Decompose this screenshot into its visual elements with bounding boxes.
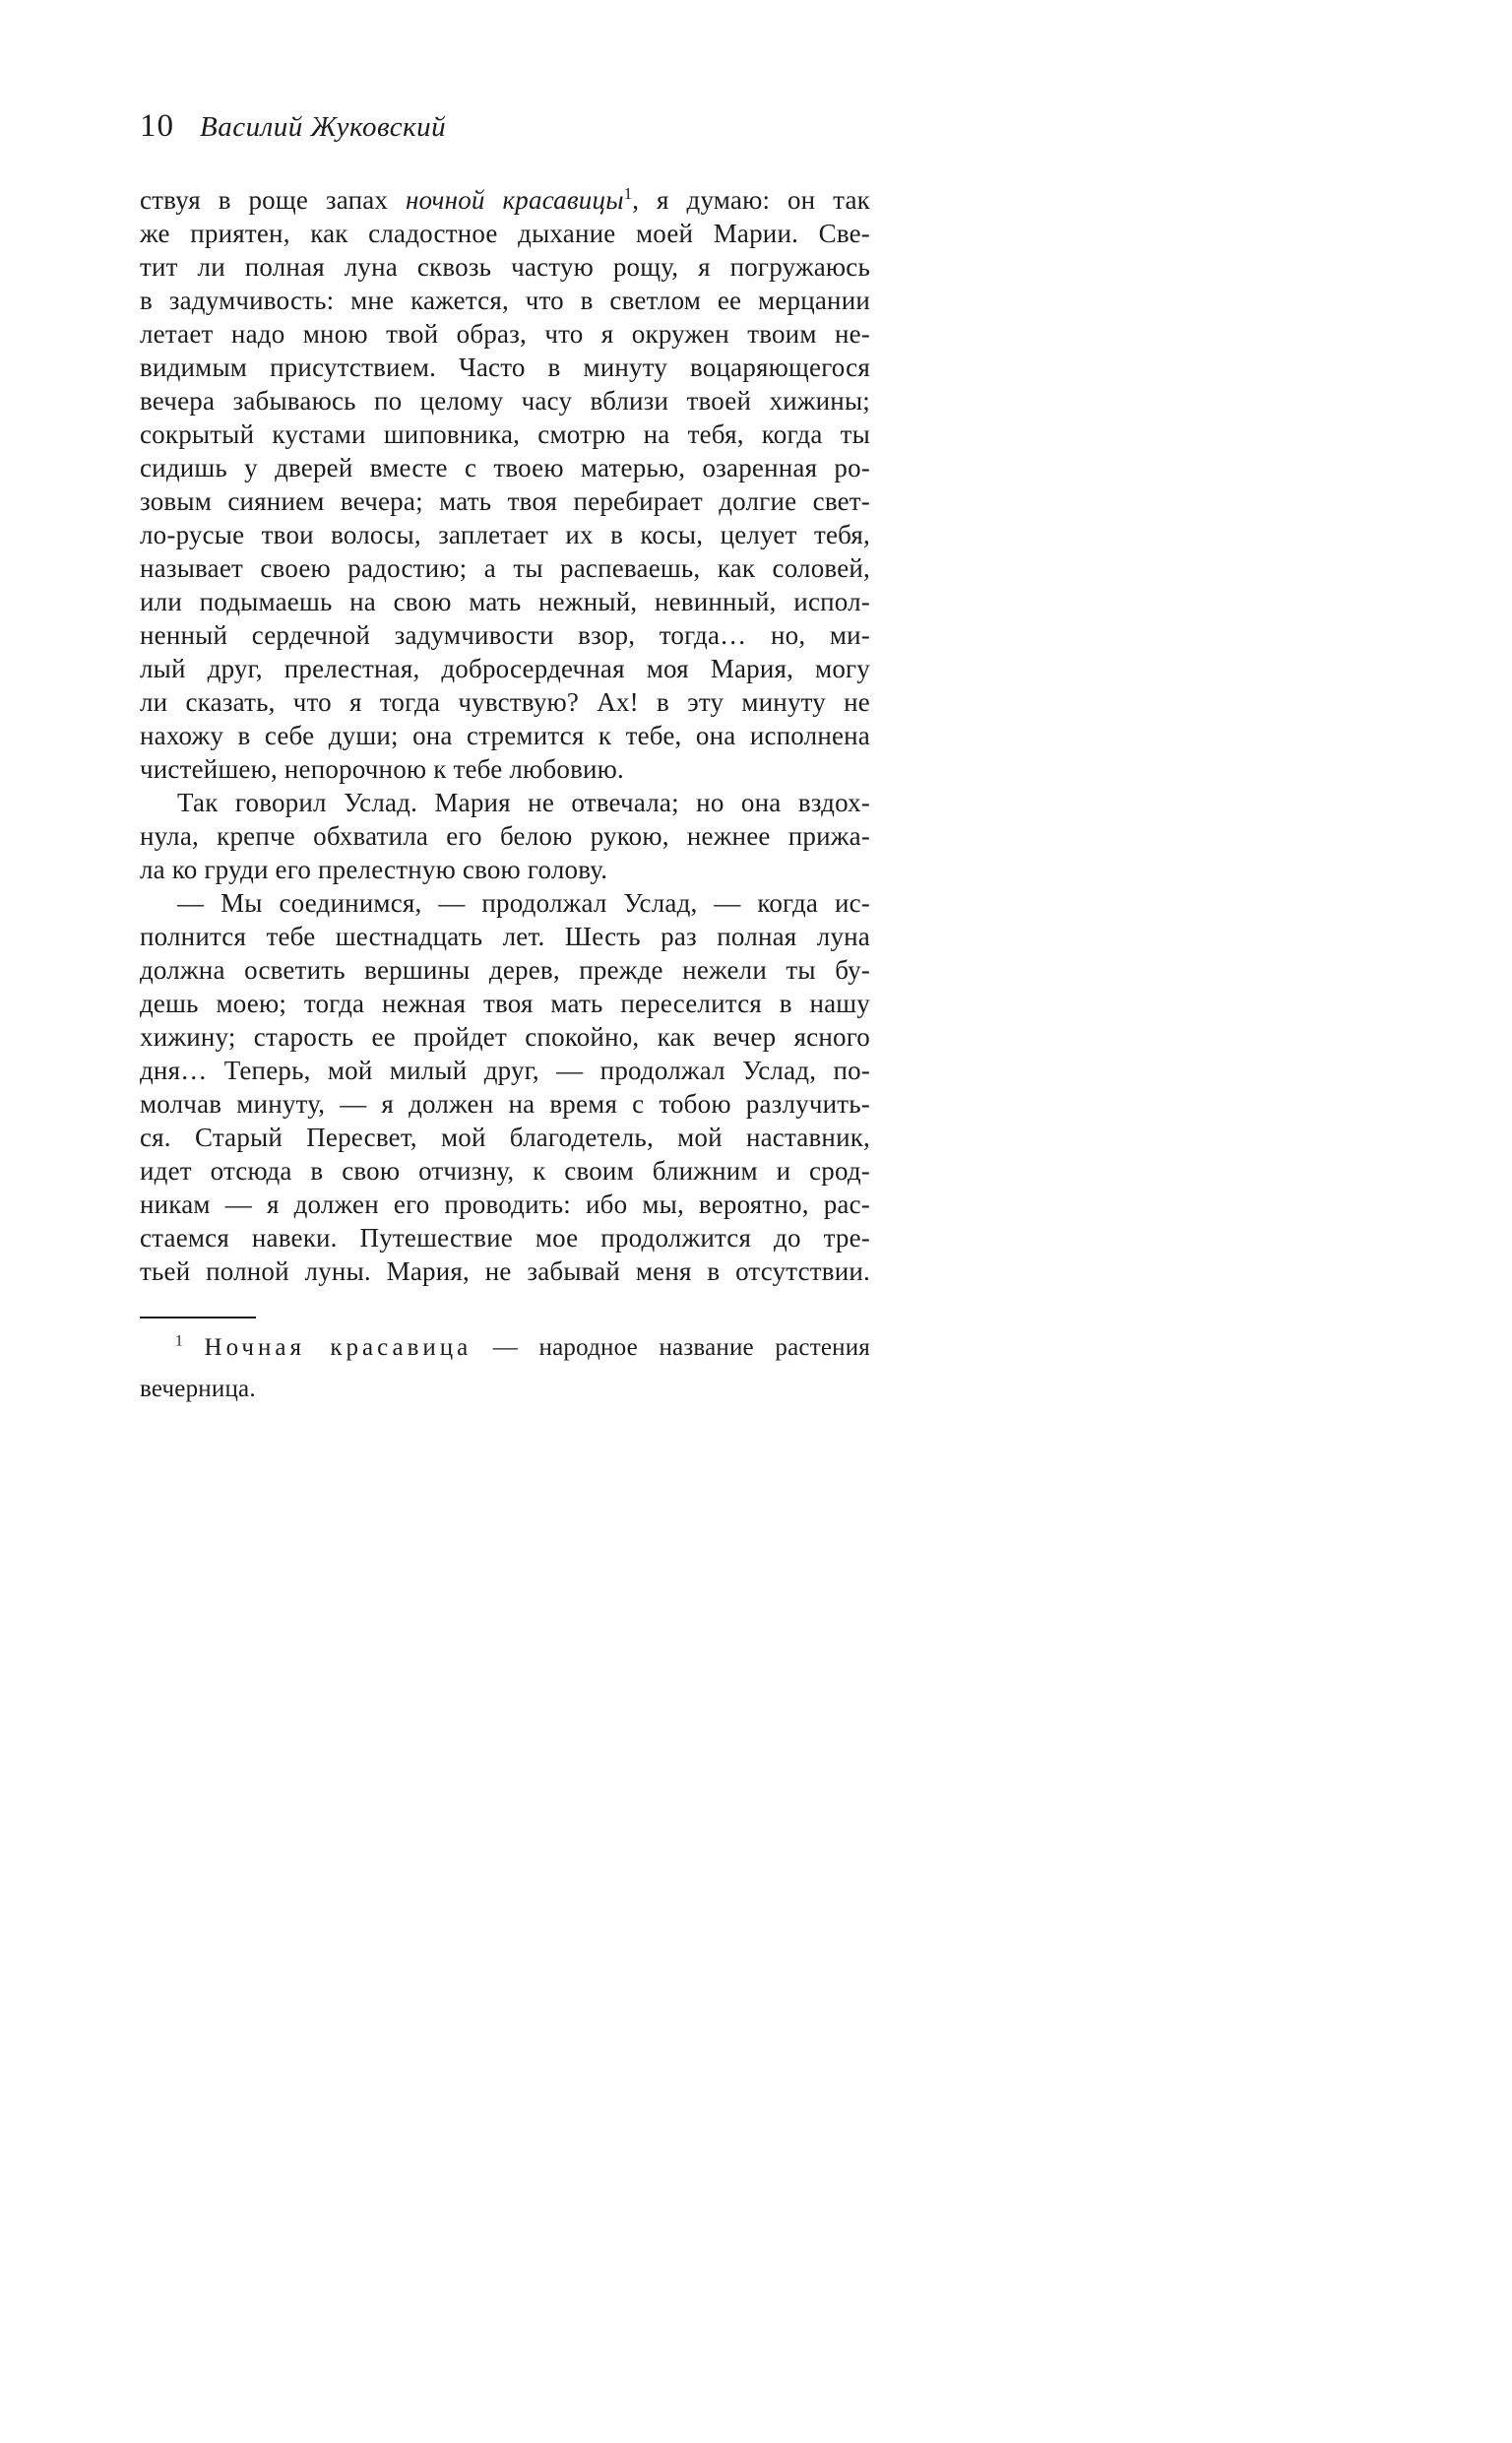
text-segment: нула, крепче обхватила его белою рукою, нежнее прижа- <box>140 821 870 851</box>
text-segment: в задумчивость: мне кажется, что в светлом ее мерцании <box>140 286 870 315</box>
text-line <box>140 418 870 451</box>
text-segment: никам — я должен его проводить: ибо мы, вероятно, рас- <box>140 1189 870 1219</box>
text-segment: ненный сердечной задумчивости взор, тогда… но, ми- <box>140 620 870 650</box>
text-line <box>140 451 870 484</box>
text-line <box>140 1121 870 1154</box>
text-segment: сокрытый кустами шиповника, смотрю на тебя, когда ты <box>140 419 870 449</box>
text-segment: же приятен, как сладостное дыхание моей Марии. Све- <box>140 219 870 248</box>
text-segment: чистейшею, непорочною к тебе любовию. <box>140 754 624 784</box>
text-segment: тьей полной луны. Мария, не забывай меня в отсутствии. <box>140 1256 870 1286</box>
text-segment: вечерница. <box>140 1376 256 1402</box>
text-line <box>140 853 870 886</box>
footnote-reference-mark: 1 <box>175 1332 183 1350</box>
paragraph <box>140 183 870 786</box>
footnote-reference-mark: 1 <box>623 184 633 203</box>
text-segment: ся. Старый Пересвет, мой благодетель, мой наставник, <box>140 1123 870 1152</box>
text-line <box>140 920 870 953</box>
running-head-author: Василий Жуковский <box>200 111 447 143</box>
text-line <box>140 719 870 752</box>
text-line <box>140 953 870 987</box>
text-line <box>140 585 870 618</box>
text-line <box>140 685 870 719</box>
text-line <box>140 819 870 853</box>
text-segment: дня… Теперь, мой милый друг, — продолжал Услад, по- <box>140 1056 870 1085</box>
text-segment: тит ли полная луна сквозь частую рощу, я погружаюсь <box>140 252 870 282</box>
text-segment: сидишь у дверей вместе с твоею матерью, озаренная ро- <box>140 453 870 482</box>
text-segment: молчав минуту, — я должен на время с тобою разлучить- <box>140 1089 870 1119</box>
footnote-separator-rule <box>140 1317 256 1318</box>
text-line <box>140 987 870 1020</box>
text-segment: летает надо мною твой образ, что я окружен твоим не- <box>140 319 870 349</box>
text-line <box>140 1087 870 1121</box>
text-line <box>140 1188 870 1221</box>
text-segment: называет своею радостию; а ты распеваешь, как соловей, <box>140 553 870 583</box>
text-segment: ли сказать, что я тогда чувствую? Ах! в эту минуту не <box>140 687 870 717</box>
text-segment: или подымаешь на свою мать нежный, невинный, испол- <box>140 587 870 616</box>
text-segment: ла ко груди его прелестную свою голову. <box>140 855 608 884</box>
text-line <box>140 351 870 384</box>
text-line <box>140 886 870 920</box>
text-line <box>140 518 870 551</box>
paragraph <box>140 886 870 1288</box>
text-line <box>140 652 870 685</box>
text-line <box>140 618 870 652</box>
text-segment: ло-русые твои волосы, заплетает их в косы, целует тебя, <box>140 520 870 549</box>
text-segment: видимым присутствием. Часто в минуту воцаряющегося <box>140 353 870 382</box>
text-segment: — Мы соединимся, — продолжал Услад, — когда ис- <box>177 888 870 918</box>
running-header <box>140 108 870 145</box>
text-segment: дешь моею; тогда нежная твоя мать переселится в нашу <box>140 989 870 1018</box>
text-line <box>140 752 870 786</box>
text-line <box>140 551 870 585</box>
text-line <box>140 1254 870 1288</box>
text-segment: вечера забываюсь по целому часу вблизи твоей хижины; <box>140 386 870 416</box>
text-line <box>140 1020 870 1054</box>
text-segment: ствуя в роще запах <box>140 185 406 215</box>
body-text <box>140 183 870 1288</box>
paragraph <box>140 786 870 886</box>
text-segment: Так говорил Услад. Мария не отвечала; но она вздох- <box>177 788 870 817</box>
italic-text: ночной красавицы <box>405 185 624 215</box>
text-segment: лый друг, прелестная, добросердечная моя Мария, могу <box>140 654 870 683</box>
text-segment: зовым сиянием вечера; мать твоя перебирает долгие свет- <box>140 486 870 516</box>
text-segment: , я думаю: он так <box>632 185 870 215</box>
text-line <box>140 1054 870 1087</box>
text-segment: — народное название растения <box>472 1334 870 1361</box>
text-line <box>140 484 870 518</box>
footnote <box>140 1327 870 1410</box>
text-line <box>140 217 870 250</box>
text-segment: нахожу в себе души; она стремится к тебе, она исполнена <box>140 721 870 750</box>
page-number: 10 <box>140 108 174 144</box>
text-line <box>140 317 870 351</box>
text-segment: хижину; старость ее пройдет спокойно, как вечер ясного <box>140 1022 870 1052</box>
text-segment: должна осветить вершины дерев, прежде нежели ты бу- <box>140 955 870 985</box>
text-segment: идет отсюда в свою отчизну, к своим ближним и срод- <box>140 1156 870 1186</box>
text-line <box>140 284 870 317</box>
text-segment: полнится тебе шестнадцать лет. Шесть раз полная луна <box>140 922 870 951</box>
text-segment <box>183 1334 205 1361</box>
text-line <box>140 1154 870 1188</box>
text-line <box>140 1221 870 1254</box>
text-line <box>140 384 870 418</box>
footnote-line <box>140 1369 870 1410</box>
text-line <box>140 786 870 819</box>
footnote-line <box>140 1327 870 1369</box>
text-line <box>140 183 870 217</box>
letterspaced-term: Ночная красавица <box>204 1334 472 1361</box>
text-segment: стаемся навеки. Путешествие мое продолжится до тре- <box>140 1223 870 1253</box>
text-line <box>140 250 870 284</box>
